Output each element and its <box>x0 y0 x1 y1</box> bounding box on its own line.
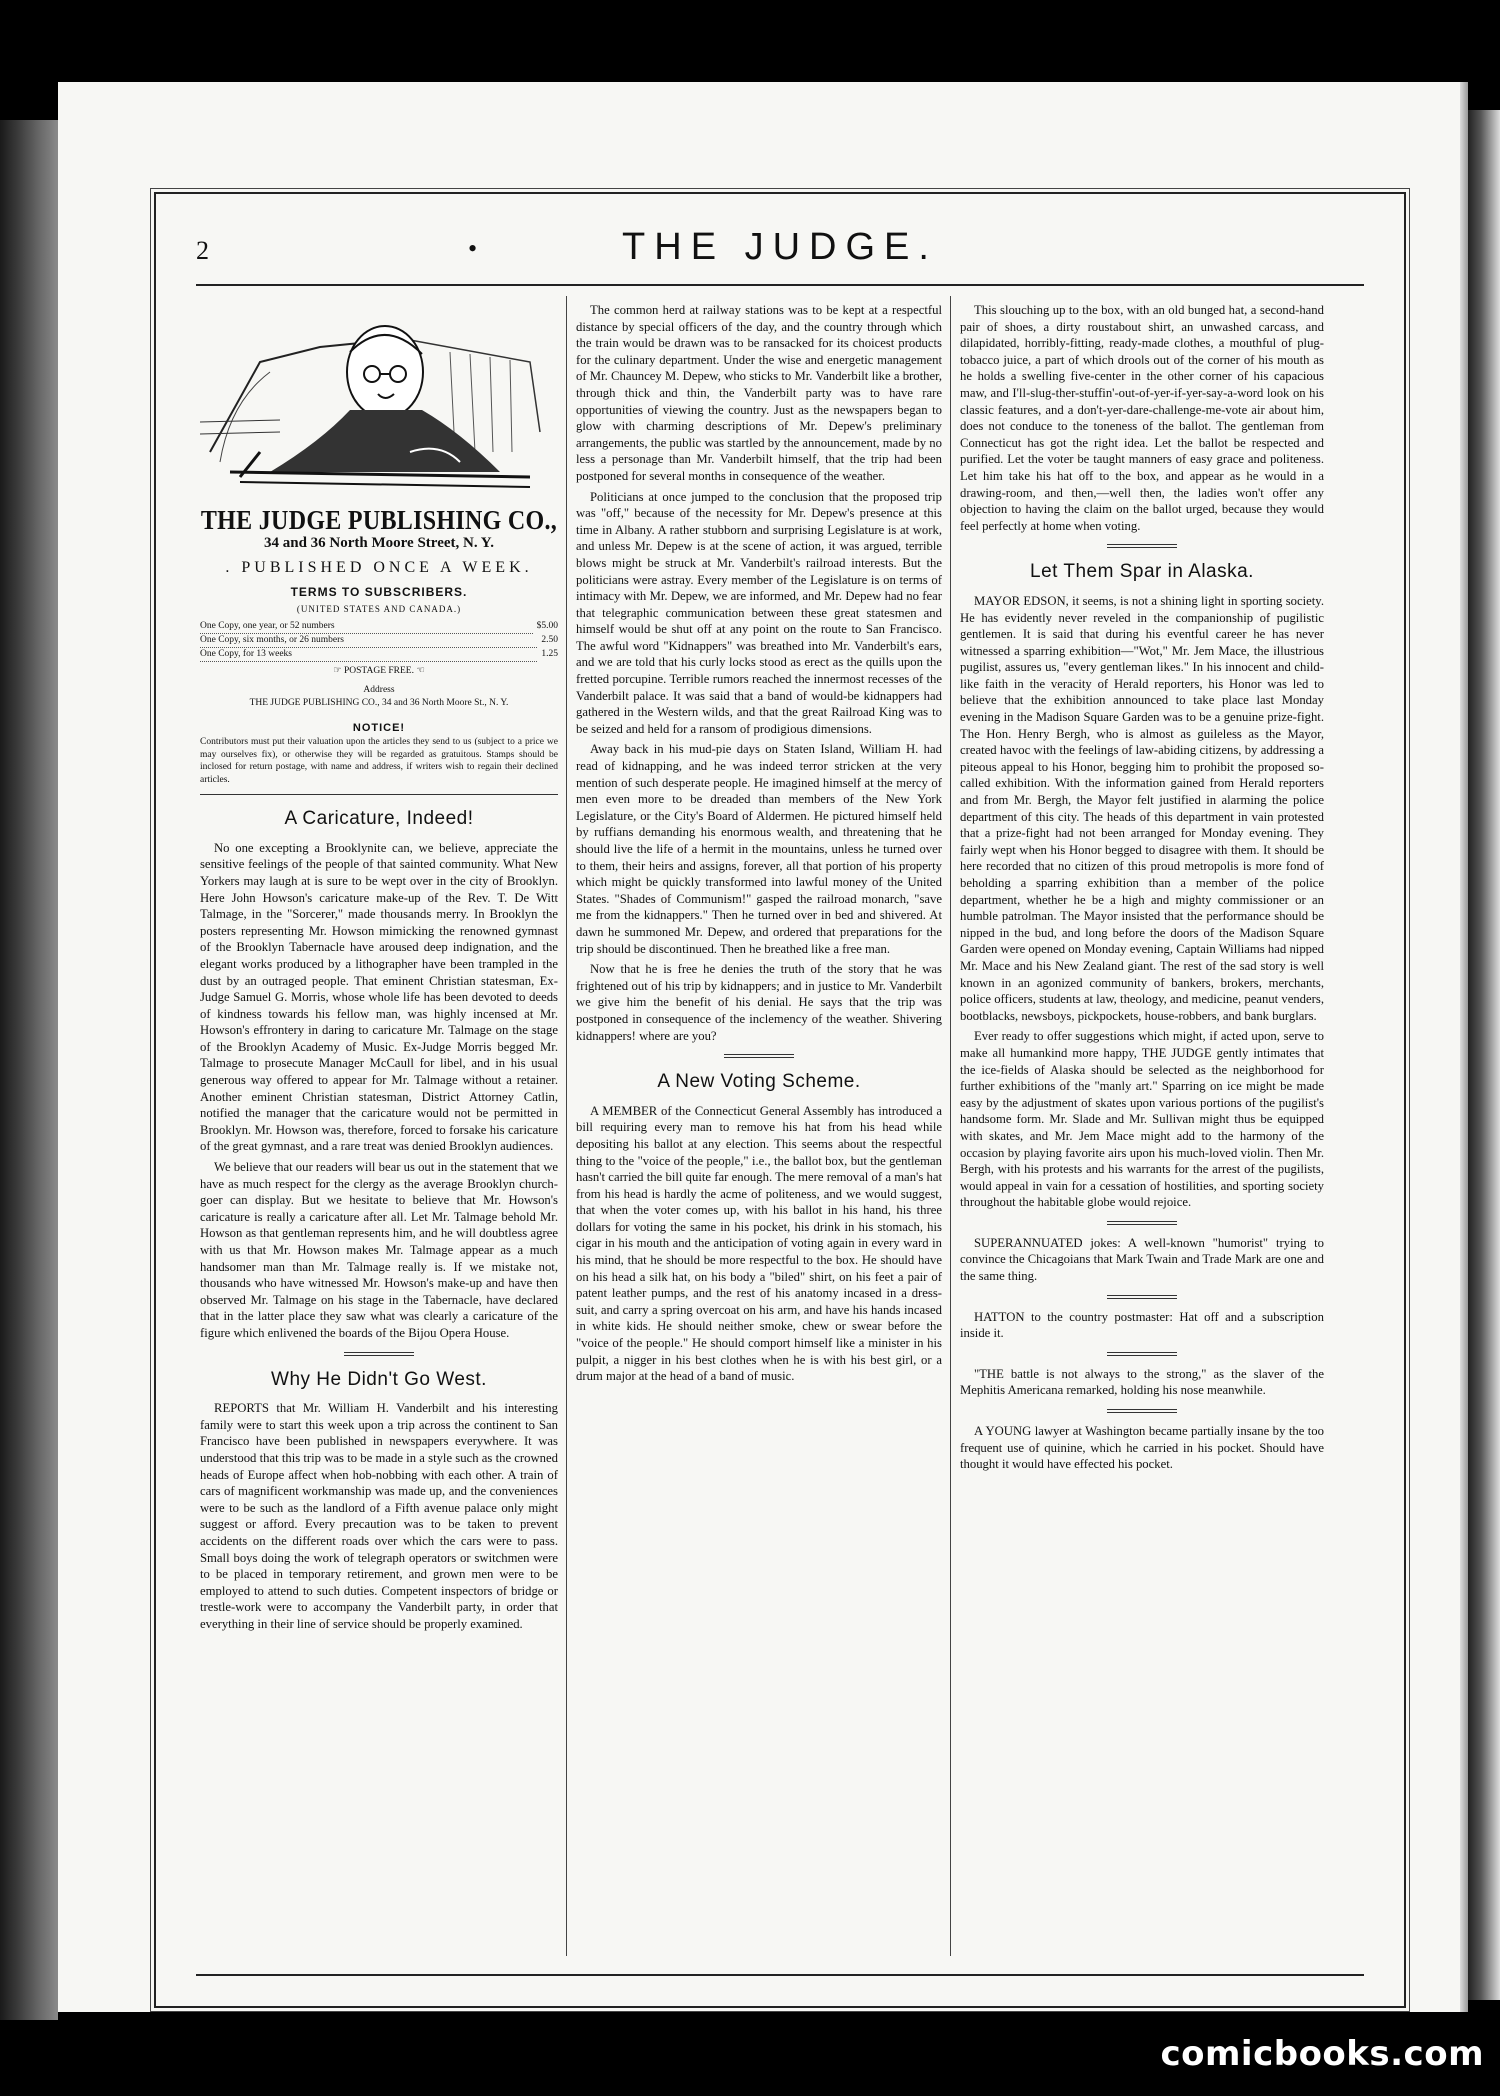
page-header <box>196 224 1364 286</box>
terms-subheading: (UNITED STATES AND CANADA.) <box>296 603 462 614</box>
publisher-address: 34 and 36 North Moore Street, N. Y. <box>264 535 494 552</box>
short-divider <box>1107 1295 1177 1299</box>
notice-text: Contributors must put their valuation upon the articles they send to us (subject to a price we may ourselves fix), or otherwise they will be regarded as gratuitous. Stamps should be inclosed for return postage, with name and address, if writers wish to regain their declined articles. <box>200 737 558 785</box>
address-label: Address <box>363 684 395 695</box>
notice-heading: NOTICE! <box>352 721 406 734</box>
short-paragraph: "THE battle is not always to the strong," as the slaver of the Mephitis Americana remarked, holding his nose meanwhile. <box>960 1366 1324 1398</box>
next-page-edge <box>1468 110 1500 2000</box>
article-title: A New Voting Scheme. <box>657 1071 861 1093</box>
terms-heading: TERMS TO SUBSCRIBERS. <box>290 585 468 600</box>
publication-frequency: . PUBLISHED ONCE A WEEK. <box>225 558 533 576</box>
short-divider <box>344 1352 414 1356</box>
short-paragraph: HATTON to the country postmaster: Hat off and a subscription inside it. <box>960 1309 1324 1341</box>
terms-price: $5.00 <box>536 620 558 631</box>
address-line: THE JUDGE PUBLISHING CO., 34 and 36 North Moore St., N. Y. <box>249 697 509 708</box>
column-2 <box>576 302 942 1389</box>
article-title: Let Them Spar in Alaska. <box>1030 561 1254 583</box>
terms-price: 2.50 <box>541 634 558 645</box>
terms-row <box>200 634 558 648</box>
column-rule <box>950 296 951 1956</box>
postage-note: ☞ POSTAGE FREE. ☜ <box>333 665 425 676</box>
article-paragraph: This slouching up to the box, with an old bunged hat, a second-hand pair of shoes, a dirty roustabout shirt, an unwashed carcass, and dilapidated, horribly-fitting, ready-made clothes, a mouthful of plug-tobacco juice, a part of which drools out of the corner of his mouth as he holds a swelling five-center in the other corner of his capacious maw, and I'll-slug-ther-stuffin'-out-of-yer-if-yer-say-a-word look on his classic features, and a don't-yer-dare-challenge-me-vote air about him, does not conduce to the toneness of the ballot. The gentleman from Connecticut has got the right idea. Let the ballot be respected and purified. Let the voter be taught manners of easy grace and politeness. Let him take his hat off to the box, and appear as he would in a drawing-room, and then,—well then, the ladies won't offer any objection to having the claim on the ballot urged, because they would feel perfectly at home when voting. <box>960 303 1324 533</box>
article-paragraph: The common herd at railway stations was to be kept at a respectful distance by special officers of the day, and the country through which the train would be drawn was to be ransacked for its choicest products for the culinary department. Under the wise and energetic management of Mr. Chauncey M. Depew, who sticks to Mr. Vanderbilt like a brother, through thick and thin, the Vanderbilt party was to have rare opportunities of viewing the country. Just as the newspapers began to glow with charming descriptions of Mr. Depew's preliminary arrangements, the public was startled by the announcement, made by no less a personage than Mr. Vanderbilt himself, that the trip had been postponed for several months in consequence of the weather. <box>576 303 942 483</box>
column-rule <box>566 296 567 1956</box>
short-divider <box>1107 1352 1177 1356</box>
article-paragraph: We believe that our readers will bear us out in the statement that we have as much respect for the clergy as the average Brooklyn church-goer can display. But we hesitate to believe that Mr. Howson's caricature is really a caricature after all. Let Mr. Talmage behold Mr. Howson as that gentleman represents him, and he will doubtless agree with us that Mr. Howson makes Mr. Talmage appear as a much handsomer man than Mr. Talmage really is. If we mistake not, thousands who have witnessed Mr. Howson's make-up and have then observed Mr. Talmage on his stage in the Tabernacle, have declared that in the latter place they saw what was clearly a caricature of the figure which enlivened the boards of the Bijou Opera House. <box>200 1160 558 1340</box>
publisher-name: THE JUDGE PUBLISHING CO., <box>200 505 558 536</box>
article-title: A Caricature, Indeed! <box>284 808 474 830</box>
article-paragraph: Now that he is free he denies the truth of the story that he was frightened out of his trip by kidnappers; and in justice to Mr. Vanderbilt we give him the benefit of his denial. He says that the trip was postponed in consequence of the inclemency of the weather. Shivering kidnappers! where are you? <box>576 962 942 1043</box>
terms-row <box>200 648 558 662</box>
terms-label: One Copy, for 13 weeks <box>200 648 537 662</box>
short-divider <box>1107 1221 1177 1225</box>
short-divider <box>1107 544 1177 548</box>
short-paragraph: SUPERANNUATED jokes: A well-known "humorist" trying to convince the Chicagoians that Mark Twain and Trade Mark are one and the same thing. <box>960 1235 1324 1284</box>
section-divider <box>200 794 558 795</box>
site-watermark: comicbooks.com <box>1160 2034 1484 2074</box>
page-number: 2 <box>196 236 209 265</box>
header-bullet: • <box>468 234 478 263</box>
column-3 <box>960 302 1324 1477</box>
article-title: Why He Didn't Go West. <box>271 1368 487 1390</box>
terms-label: One Copy, one year, or 52 numbers <box>200 620 533 634</box>
terms-price: 1.25 <box>541 648 558 659</box>
masthead-title: THE JUDGE. <box>622 226 938 268</box>
short-divider <box>1107 1409 1177 1413</box>
short-divider <box>724 1054 794 1058</box>
terms-row <box>200 620 558 634</box>
newspaper-page <box>58 82 1468 2012</box>
article-paragraph: Away back in his mud-pie days on Staten Island, William H. had read of kidnapping, and he was indeed terror stricken at the very mention of such desperate people. He imagined himself at the mercy of men even more to be dreaded than members of the New York Legislature, or the City's Board of Aldermen. He pictured himself held by ruffians demanding his enormous wealth, and threatening that he should live the life of a hermit in the mountains, unless he turned over to them, their heirs and assigns, forever, all that portion of his property which might be quickly transformed into lawful money of the United States. "Shades of Communism!" gasped the railroad monarch, "save me from the kidnappers." Then he turned over in bed and shivered. At dawn he summoned Mr. Depew, and ordered that preparations for the trip should be discontinued. Then he breathed like a free man. <box>576 742 942 956</box>
bottom-rule <box>196 1974 1364 1976</box>
terms-label: One Copy, six months, or 26 numbers <box>200 634 537 648</box>
page-edge-shadow <box>1460 82 1468 2012</box>
column-1 <box>200 302 558 1636</box>
judge-illustration <box>200 302 558 492</box>
article-paragraph: Ever ready to offer suggestions which might, if acted upon, serve to make all humankind more happy, THE JUDGE gently intimates that the ice-fields of Alaska should be selected as the neighborhood for further exhibitions of the "manly art." Sparring on ice might be made easy by the adjustment of skates upon various portions of the pugilist's handsome form. Mr. Slade and Mr. Sullivan might thus be equipped with skates, and Mr. Jem Mace might add to the harmony of the occasion by playing favorite airs upon his much-loved violin. Then Mr. Bergh, with his protests and his warrants for the arrest of the pugilists, would appeal in vain for a cessation of hostilities, and sporting society throughout the habitable globe would rejoice. <box>960 1029 1324 1210</box>
article-paragraph: MAYOR EDSON, it seems, is not a shining light in sporting society. He has evidently never reveled in the companionship of pugilistic gentlemen. It is said that during his eventful career he has never witnessed a sparring exhibition—"Wot," Mr. Jem Mace, the illustrious pugilist, assures us, "every gentleman likes." In his innocent and child-like faith in the veracity of Herald reporters, his Honor was led to believe that the exhibition announced to take place last Monday evening in the Madison Square Garden was to be a genuine prize-fight. The Hon. Henry Bergh, who is almost as guileless as the Mayor, created havoc with the feelings of law-abiding citizens, by addressing a piteous appeal to his Honor, begging him to prohibit the proposed so-called exhibition. With the information gained from Herald reporters and from Mr. Bergh, the Mayor felt justified in alarming the police department of this city. The heads of this department in vain protested that a prize-fight had not been arranged for Monday evening. They fairly wept when his Honor begged to disagree with them. It should be here recorded that no citizen of this proud metropolis is more fond of beholding a sparring exhibition than a member of the police department, whether he be a high and mighty commissioner or an humble patrolman. The Mayor insisted that the performance should be nipped in the bud, and long before the doors of the Madison Square Garden were opened on Monday evening, Captain Williams had nipped Mr. Mace and his New Zealand giant. The rest of the sad story is well known in an agonized community of bankers, brokers, merchants, police officers, students at law, theology, and medicine, peanut venders, bootblacks, newsboys, pickpockets, house-robbers, and bank burglars. <box>960 593 1324 1023</box>
article-paragraph: Politicians at once jumped to the conclusion that the proposed trip was "off," because of the necessity for Mr. Depew's presence at this time in Albany. A rather stubborn and surprising Legislature is at work, and unless Mr. Depew is at the scene of action, it was argued, terrible blows might be struck at Mr. Vanderbilt's railroad interests. But the politicians were astray. Every member of the Legislature is on terms of intimacy with Mr. Depew, we are informed, and Mr. Depew had no fear that telegraphic communication between these great statesmen and himself would be shut off at any point on the route to San Francisco. The awful word "Kidnappers" was breathed into Mr. Vanderbilt's ears, and we are told that his curly locks stood as erect as the quills upon the fretted porcupine. Terrible rumors reached the innermost recesses of the Vanderbilt palace. It was said that a band of would-be kidnappers had gathered in the Western wilds, and that the great Railroad King was to be seized and held for a ransom of prodigious dimensions. <box>576 489 942 736</box>
short-paragraph: A YOUNG lawyer at Washington became partially insane by the too frequent use of quinine, which he carried in his pocket. Should have thought it would have effected his pocket. <box>960 1424 1324 1472</box>
scan-binding-shadow <box>0 120 58 2020</box>
article-paragraph: A MEMBER of the Connecticut General Assembly has introduced a bill requiring every man to remove his hat from his head while depositing his ballot at any election. This seems about the respectful thing to the "voice of the people," i.e., the ballot box, but the gentleman hasn't carried the bill quite far enough. The mere removal of a man's hat from his head is hardly the acme of politeness, and we would suggest, that when the voter comes up, with his ballot in his hand, his three dollars for voting the same in his pocket, his drink in his stomach, his cigar in his mouth and the anticipation of voting again in every ward in his mind, that he should be more respectful to the box. He should have on his head a silk hat, on his body a "biled" shirt, on his feet a pair of patent leather pumps, and the rest of his anatomy incased in a dress-suit, and carry a spring overcoat on his arm, and have his hands incased in white kids. He should neither smoke, chew or swear before the "voice of the people." He should comport himself like a minister in his pulpit, a nigger in his best clothes when he is with his best girl, or a drum major at the head of a band of music. <box>576 1103 942 1384</box>
article-paragraph: REPORTS that Mr. William H. Vanderbilt and his interesting family were to start this week upon a trip across the continent to San Francisco have been published in newspapers everywhere. It was understood that this trip was to be made in a style such as the crowned heads of Europe affect when hob-nobbing with each other. A train of cars of magnificent workmanship was made up, and the conveniences were to be such as the landlord of a Fifth avenue palace only might suggest or afford. Every precaution was to be taken to prevent accidents on the different roads over which the cars were to pass. Small boys doing the work of telegraph operators or switchmen were to be placed in temporary retirement, and grown men were to be employed to attend to such duties. Competent inspectors of bridge or trestle-work were to accompany the Vanderbilt party, in order that everything in their line of service should be properly examined. <box>200 1401 558 1631</box>
page-border-frame <box>154 192 1406 2008</box>
article-paragraph: No one excepting a Brooklynite can, we believe, appreciate the sensitive feelings of the people of that sainted community. What New Yorkers may laugh at is sure to be wept over in the city of Brooklyn. Here John Howson's caricature make-up of the Rev. T. De Witt Talmage, in the "Sorcerer," made thousands merry. In Brooklyn the posters representing Mr. Howson mimicking the renowned gymnast of the Brooklyn Tabernacle have aroused deep indignation, and the elegant works produced by a lithographer have been trampled in the dust by an outraged people. That eminent Christian statesman, Ex-Judge Samuel G. Morris, whose whole life has been devoted to deeds of kindness towards his fellow man, was highly incensed at Mr. Howson's effrontery in daring to caricature Mr. Talmage on the stage of the Brooklyn Academy of Music. Ex-Judge Morris begged Mr. Talmage to prosecute Manager McCaull for libel, and in his usual generous way offered to appear for Mr. Talmage without a retainer. Another eminent Christian statesman, District Attorney Catlin, notified the manager that the caricature would not be permitted in Brooklyn. Mr. Howson was, therefore, forced to forsake his caricature of the great gymnast, and a rare treat was denied Brooklyn audiences. <box>200 840 558 1154</box>
